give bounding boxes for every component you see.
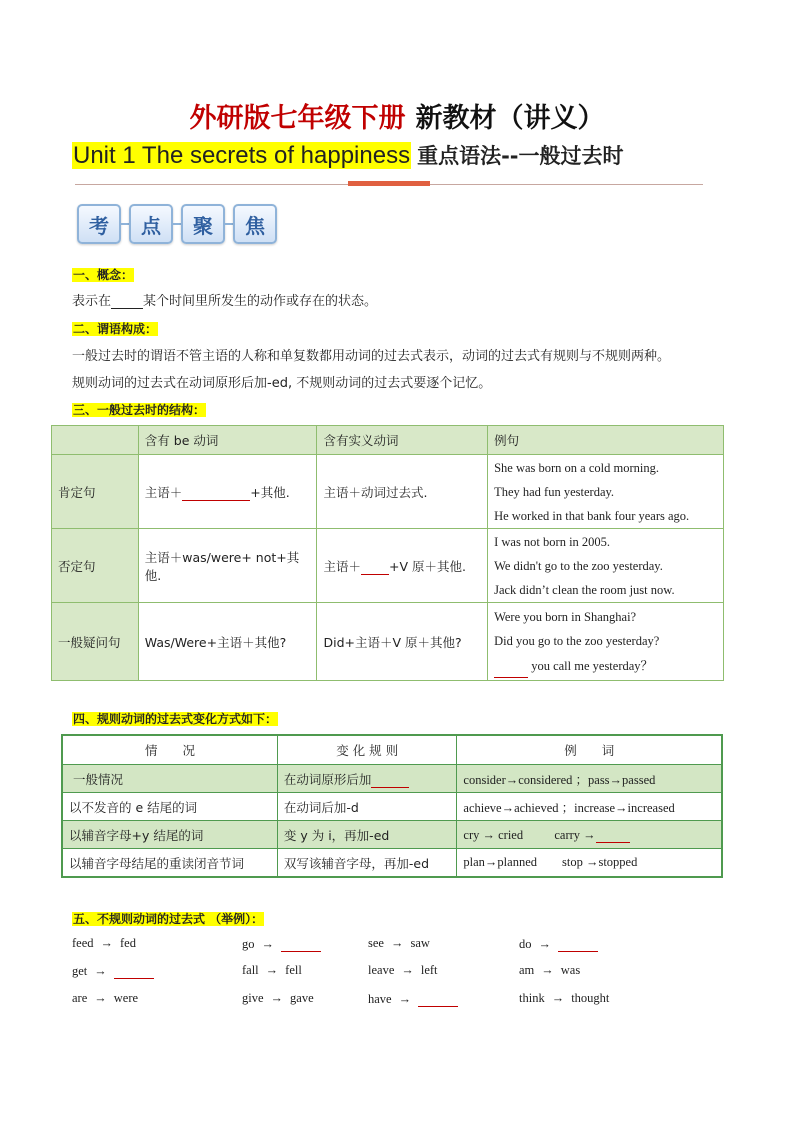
verb-past: left bbox=[420, 963, 438, 977]
irregular-verb-pair bbox=[519, 936, 598, 952]
rule-cell: 双写该辅音字母，再加-ed bbox=[277, 849, 457, 878]
fill-blank[interactable] bbox=[182, 485, 250, 501]
section-2-line-1: 一般过去时的谓语不管主语的人称和单复数都用动词的过去式表示，动词的过去式有规则与不规则两种。 bbox=[72, 349, 671, 364]
header-cell: 含有 be 动词 bbox=[138, 426, 317, 455]
table-row bbox=[62, 765, 722, 793]
verb-base: go bbox=[242, 937, 255, 951]
verb-cell: 主语＋动词过去式. bbox=[317, 455, 488, 529]
badge-dian: 点 bbox=[129, 204, 173, 244]
be-cell: 主语＋ +其他. bbox=[138, 455, 317, 529]
example-cell: consider→considered ；pass→passed bbox=[457, 765, 722, 793]
badge-connector bbox=[225, 223, 233, 225]
verb-base: feed bbox=[72, 936, 94, 950]
verb-past: fell bbox=[285, 963, 302, 977]
arrow-icon: → bbox=[94, 991, 107, 1005]
title-divider-accent bbox=[348, 181, 430, 186]
arrow-icon: → bbox=[538, 937, 551, 951]
page-title: 外研版七年级下册 新教材（讲义） bbox=[189, 103, 605, 134]
example-cell: achieve→achieved ；increase→increased bbox=[457, 793, 722, 821]
case-cell: 以辅音字母结尾的重读闭音节词 bbox=[62, 849, 277, 878]
case-cell: 一般情况 bbox=[62, 765, 277, 793]
table-header-row bbox=[52, 426, 724, 455]
verb-base: do bbox=[519, 937, 532, 951]
verb-base: give bbox=[242, 991, 264, 1005]
irregular-verb-pair bbox=[368, 963, 438, 978]
table-header-row bbox=[62, 735, 722, 765]
case-cell: 以辅音字母+y 结尾的词 bbox=[62, 821, 277, 849]
irregular-verb-pair bbox=[72, 963, 154, 979]
irregular-verb-pair bbox=[368, 991, 458, 1007]
table-row bbox=[62, 793, 722, 821]
be-cell: Was/Were+主语＋其他? bbox=[138, 603, 317, 681]
verb-base: fall bbox=[242, 963, 259, 977]
table-row bbox=[62, 821, 722, 849]
section-4-heading: 四、规则动词的过去式变化方式如下： bbox=[73, 712, 278, 726]
fill-blank[interactable] bbox=[361, 559, 389, 575]
example-cell: Were you born in Shanghai? Did you go to the zoo yesterday? you call me yesterday？ bbox=[488, 603, 724, 681]
irregular-verb-pair bbox=[242, 963, 302, 978]
rule-cell: 在动词后加-d bbox=[277, 793, 457, 821]
rule-cell: 在动词原形后加 bbox=[277, 765, 457, 793]
verb-past: saw bbox=[410, 936, 430, 950]
badge-jiao: 焦 bbox=[233, 204, 277, 244]
row-label: 肯定句 bbox=[52, 455, 139, 529]
arrow-icon: → bbox=[270, 991, 284, 1005]
table-row bbox=[52, 603, 724, 681]
verb-base: have bbox=[368, 992, 392, 1006]
badge-connector bbox=[121, 223, 129, 225]
verb-base: think bbox=[519, 991, 545, 1005]
header-cell: 情 况 bbox=[62, 735, 277, 765]
badge-ju: 聚 bbox=[181, 204, 225, 244]
be-cell: 主语＋was/were+ not+其他. bbox=[138, 529, 317, 603]
verb-base: see bbox=[368, 936, 384, 950]
irregular-verb-pair bbox=[368, 936, 430, 951]
fill-blank[interactable] bbox=[418, 991, 458, 1007]
arrow-icon: → bbox=[541, 963, 554, 977]
arrow-icon: → bbox=[100, 936, 114, 950]
irregular-verb-pair bbox=[72, 936, 136, 951]
structure-table bbox=[51, 425, 724, 681]
row-label: 否定句 bbox=[52, 529, 139, 603]
table-row bbox=[62, 849, 722, 878]
table-row bbox=[52, 455, 724, 529]
section-2-heading: 二、谓语构成： bbox=[73, 322, 158, 336]
section-1-heading: 一、概念： bbox=[73, 268, 134, 282]
fill-blank[interactable] bbox=[114, 963, 154, 979]
arrow-icon: → bbox=[551, 991, 565, 1005]
fill-blank[interactable] bbox=[281, 936, 321, 952]
fill-blank[interactable] bbox=[494, 653, 528, 678]
irregular-verb-pair bbox=[242, 991, 314, 1006]
fill-blank[interactable] bbox=[596, 827, 630, 843]
unit-title-highlight: Unit 1 The secrets of happiness bbox=[73, 142, 411, 169]
header-cell: 含有实义动词 bbox=[317, 426, 488, 455]
irregular-verb-pair bbox=[519, 991, 609, 1006]
verb-past: thought bbox=[571, 991, 610, 1005]
focus-badges bbox=[77, 204, 277, 244]
section-1-text: 表示在 某个时间里所发生的动作或存在的状态。 bbox=[72, 294, 378, 309]
section-3-heading: 三、一般过去时的结构： bbox=[73, 403, 206, 417]
regular-verb-rules-table bbox=[61, 734, 723, 878]
verb-cell: Did+主语＋V 原＋其他? bbox=[317, 603, 488, 681]
section-2-line-2: 规则动词的过去式在动词原形后加-ed, 不规则动词的过去式要逐个记忆。 bbox=[72, 376, 492, 391]
fill-blank[interactable] bbox=[371, 772, 409, 788]
verb-past: was bbox=[560, 963, 581, 977]
verb-past: gave bbox=[290, 991, 314, 1005]
badge-kao: 考 bbox=[77, 204, 121, 244]
fill-blank[interactable] bbox=[558, 936, 598, 952]
arrow-icon: → bbox=[390, 936, 404, 950]
section-5-heading: 五、不规则动词的过去式 （举例）： bbox=[73, 912, 264, 926]
irregular-verb-pair bbox=[519, 963, 580, 978]
arrow-icon: → bbox=[265, 963, 279, 977]
example-cell: She was born on a cold morning. They had fun yesterday. He worked in that bank four years ago. bbox=[488, 455, 724, 529]
example-cell: plan→planned stop →stopped bbox=[457, 849, 722, 878]
example-cell: cry → cried carry → bbox=[457, 821, 722, 849]
verb-past: fed bbox=[120, 936, 136, 950]
grammar-subtitle: 重点语法--一般过去时 bbox=[417, 144, 624, 168]
arrow-icon: → bbox=[401, 963, 414, 977]
header-cell: 变 化 规 则 bbox=[277, 735, 457, 765]
verb-cell: 主语＋ +V 原＋其他. bbox=[317, 529, 488, 603]
header-cell: 例句 bbox=[488, 426, 724, 455]
case-cell: 以不发音的 e 结尾的词 bbox=[62, 793, 277, 821]
irregular-verb-pair bbox=[242, 936, 321, 952]
header-cell: 例 词 bbox=[457, 735, 722, 765]
unit-title bbox=[72, 140, 624, 170]
rule-cell: 变 y 为 i，再加-ed bbox=[277, 821, 457, 849]
row-label: 一般疑问句 bbox=[52, 603, 139, 681]
example-cell: I was not born in 2005. We didn't go to the zoo yesterday. Jack didn’t clean the room just now. bbox=[488, 529, 724, 603]
verb-base: leave bbox=[368, 963, 395, 977]
verb-base: am bbox=[519, 963, 535, 977]
table-row bbox=[52, 529, 724, 603]
header-cell bbox=[52, 426, 139, 455]
arrow-icon: → bbox=[94, 964, 107, 978]
verb-past: were bbox=[113, 991, 139, 1005]
irregular-verb-pair bbox=[72, 991, 138, 1006]
fill-blank[interactable] bbox=[111, 293, 143, 309]
badge-connector bbox=[173, 223, 181, 225]
verb-base: get bbox=[72, 964, 88, 978]
arrow-icon: → bbox=[398, 992, 412, 1006]
verb-base: are bbox=[72, 991, 88, 1005]
arrow-icon: → bbox=[261, 937, 274, 951]
